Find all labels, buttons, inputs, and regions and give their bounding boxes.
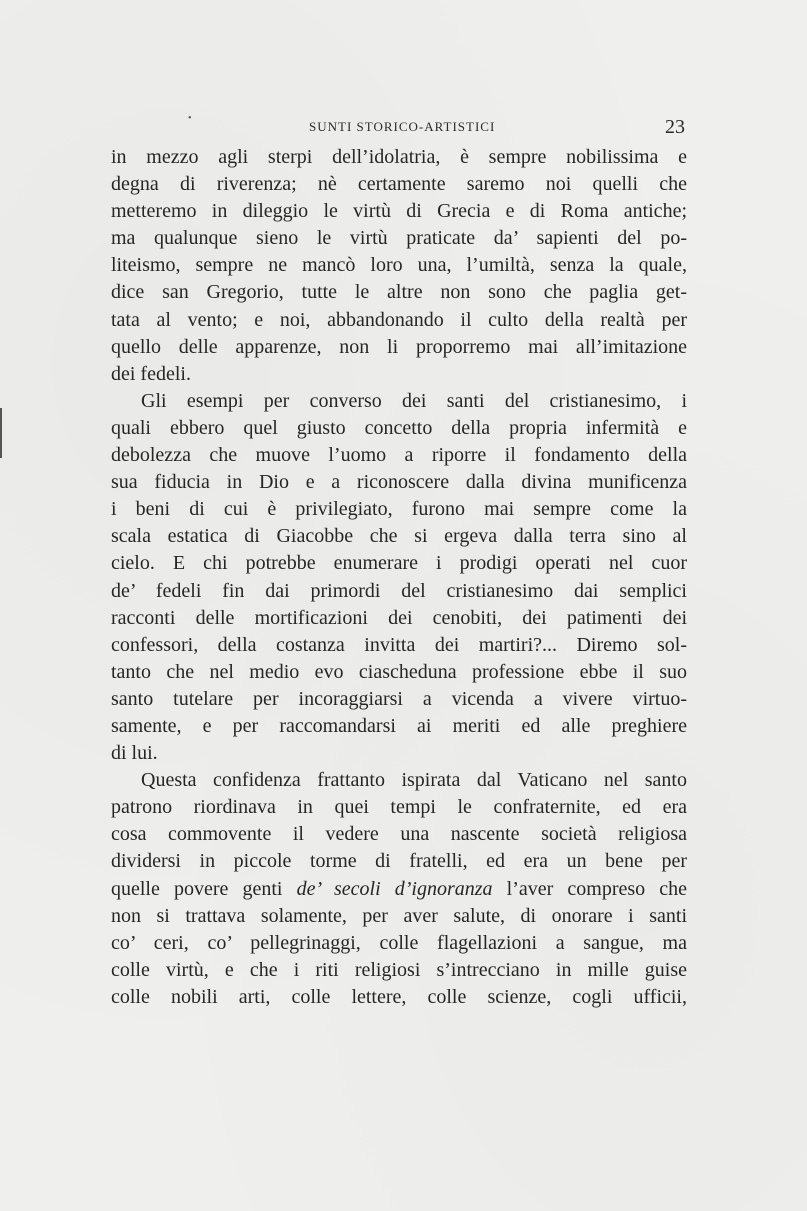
text-line: quello delle apparenze, non li proporremo mai all’imitazione bbox=[111, 335, 687, 358]
running-head bbox=[111, 116, 687, 142]
text-line: tata al vento; e noi, abbandonando il culto della realtà per bbox=[111, 308, 687, 331]
text-line: patrono riordinava in quei tempi le confraternite, ed era bbox=[111, 796, 687, 819]
text-line: non si trattava solamente, per aver salute, di onorare i santi bbox=[111, 904, 687, 927]
running-title: SUNTI STORICO-ARTISTICI bbox=[309, 119, 496, 134]
text-line-with-italic bbox=[111, 876, 687, 903]
text-line: ma qualunque sieno le virtù praticate da’ sapienti del po- bbox=[111, 227, 687, 250]
text-line: cielo. E chi potrebbe enumerare i prodigi operati nel cuor bbox=[111, 552, 687, 575]
text-line: santo tutelare per incoraggiarsi a vicenda a vivere virtuo- bbox=[111, 687, 687, 710]
binding-mark bbox=[0, 408, 2, 458]
text-line: de’ fedeli fin dai primordi del cristianesimo dai semplici bbox=[111, 579, 687, 602]
text-line: sua fiducia in Dio e a riconoscere dalla divina munificenza bbox=[111, 471, 687, 494]
ink-speck: • bbox=[188, 113, 192, 124]
text-line: racconti delle mortificazioni dei cenobiti, dei patimenti dei bbox=[111, 606, 687, 629]
text-line: tanto che nel medio evo ciascheduna professione ebbe il suo bbox=[111, 660, 687, 683]
line-start: quelle povere genti bbox=[111, 877, 297, 900]
text-line: debolezza che muove l’uomo a riporre il fondamento della bbox=[111, 444, 687, 467]
text-line: samente, e per raccomandarsi ai meriti ed alle preghiere bbox=[111, 714, 687, 737]
text-line: degna di riverenza; nè certamente saremo noi quelli che bbox=[111, 173, 687, 196]
text-line: dividersi in piccole torme di fratelli, ed era un bene per bbox=[111, 850, 687, 873]
text-line: liteismo, sempre ne mancò loro una, l’umiltà, senza la quale, bbox=[111, 254, 687, 277]
body-text bbox=[111, 144, 687, 1011]
text-line: dice san Gregorio, tutte le altre non sono che paglia get- bbox=[111, 281, 687, 304]
text-line: quali ebbero quel giusto concetto della propria infermità e bbox=[111, 416, 687, 439]
text-line: scala estatica di Giacobbe che si ergeva dalla terra sino al bbox=[111, 525, 687, 548]
text-line: in mezzo agli sterpi dell’idolatria, è sempre nobilissima e bbox=[111, 146, 687, 168]
text-line: i beni di cui è privilegiato, furono mai sempre come la bbox=[111, 498, 687, 521]
text-line: metteremo in dileggio le virtù di Grecia e di Roma antiche; bbox=[111, 200, 687, 223]
text-line: colle virtù, e che i riti religiosi s’intrecciano in mille guise bbox=[111, 958, 687, 981]
text-line: co’ ceri, co’ pellegrinaggi, colle flagellazioni a sangue, ma bbox=[111, 931, 687, 954]
text-line: Questa confidenza frattanto ispirata dal Vaticano nel santo bbox=[141, 769, 687, 792]
text-line: confessori, della costanza invitta dei martiri?... Diremo sol- bbox=[111, 633, 687, 656]
italic-phrase: de’ secoli d’ignoranza bbox=[296, 877, 493, 900]
text-line: colle nobili arti, colle lettere, colle scienze, cogli ufficii, bbox=[111, 985, 687, 1008]
text-line: cosa commovente il vedere una nascente società religiosa bbox=[111, 823, 687, 846]
text-line: dei fedeli. bbox=[111, 362, 191, 385]
page-number: 23 bbox=[665, 116, 685, 138]
text-line: Gli esempi per converso dei santi del cristianesimo, i bbox=[141, 389, 687, 412]
line-end: l’aver compreso che bbox=[492, 877, 687, 900]
text-line: di lui. bbox=[111, 742, 158, 765]
